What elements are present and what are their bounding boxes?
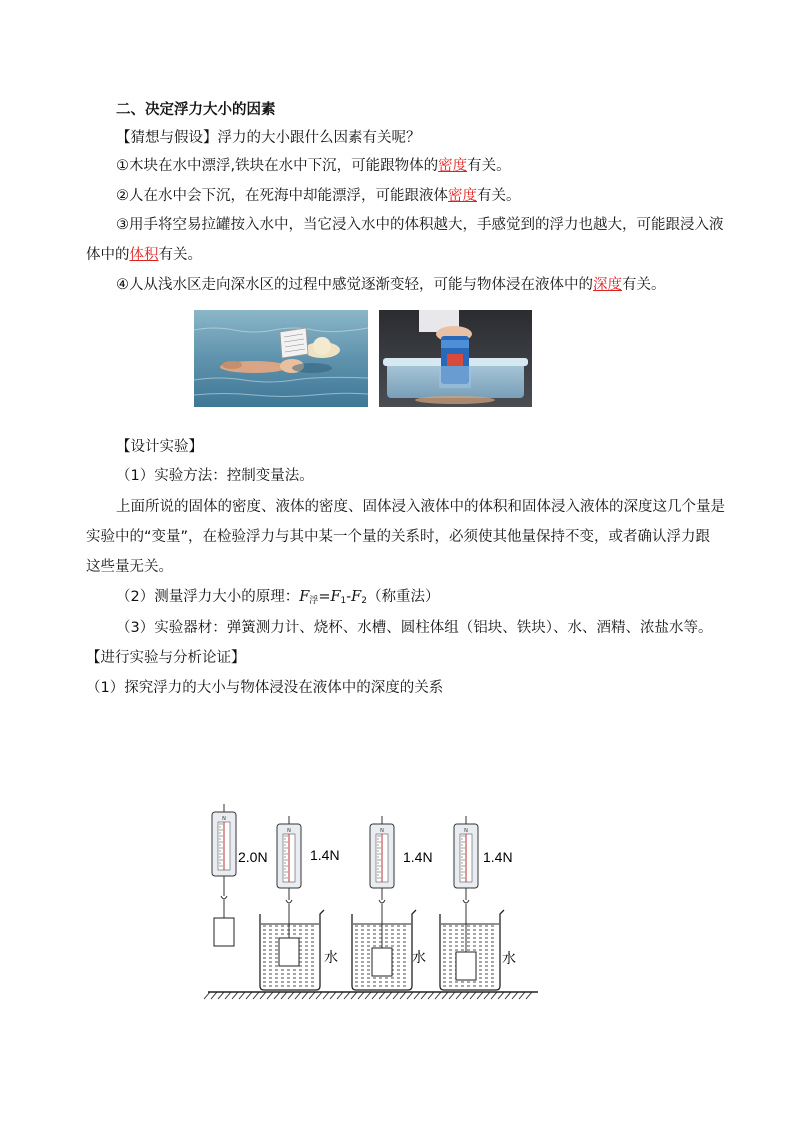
hypothesis-item-1 (116, 155, 511, 177)
formula-sub: 浮 (309, 596, 319, 606)
formula-minus: -F (346, 589, 362, 605)
design-paragraph-line-1: 上面所说的固体的密度、液体的密度、固体浸入液体中的体积和固体浸入液体的深度这几个量是 (116, 499, 725, 515)
scale-letter: N (464, 828, 468, 834)
hypothesis-item-2 (116, 185, 521, 207)
hypothesis-item-3 (116, 214, 724, 236)
item-text: 体中的 (86, 247, 130, 263)
item-text: ②人在水中会下沉，在死海中却能漂浮，可能跟液体 (116, 188, 448, 204)
formula-f: F (299, 589, 310, 605)
item-text: ①木块在水中漂浮,铁块在水中下沉，可能跟物体的 (116, 158, 439, 174)
reading-1: 2.0N (238, 849, 268, 865)
experiment-diagram (200, 800, 545, 1000)
formula-sub: 1 (340, 596, 347, 606)
item-keyword: 体积 (129, 247, 159, 263)
formula-eq: =F (318, 589, 341, 605)
can-in-water-illustration (379, 310, 532, 407)
scale-letter: N (222, 816, 226, 822)
item-keyword: 密度 (448, 188, 477, 204)
item-keyword: 深度 (593, 277, 622, 293)
formula-sub: 2 (361, 596, 367, 606)
principle-text: （称重法） (366, 589, 440, 605)
water-label-3: 水 (502, 951, 516, 967)
beaker-setup-4 (440, 816, 504, 990)
hypothesis-question: 浮力的大小跟什么因素有关呢？ (217, 130, 421, 146)
beaker-setup-2 (260, 816, 324, 990)
hypothesis-heading (116, 127, 421, 149)
can-in-water-photo (379, 310, 532, 407)
spring-scale-1 (212, 804, 236, 946)
design-paragraph-line-2: 实验中的“变量”，在检验浮力与其中某一个量的关系时，必须使其他量保持不变，或者确认浮力跟 (86, 529, 711, 545)
design-principle (116, 586, 439, 612)
item-text: 有关。 (158, 247, 202, 263)
reading-3: 1.4N (403, 849, 433, 865)
hypothesis-item-3-cont (86, 244, 202, 266)
hypothesis-label: 【猜想与假设】 (116, 130, 218, 146)
reading-2: 1.4N (310, 847, 340, 863)
design-method: （1）实验方法：控制变量法。 (116, 468, 314, 484)
item-keyword: 密度 (438, 158, 468, 174)
dead-sea-illustration (194, 310, 368, 407)
conduct-label: 【进行实验与分析论证】 (86, 650, 246, 666)
spring-scale-figure (200, 800, 545, 1000)
conduct-step-1: （1）探究浮力的大小与物体浸没在液体中的深度的关系 (86, 680, 444, 696)
scale-letter: N (380, 828, 384, 834)
item-text: 有关。 (477, 188, 521, 204)
principle-text: （2）测量浮力大小的原理： (116, 589, 300, 605)
item-text: 有关。 (622, 277, 666, 293)
section-title: 二、决定浮力大小的因素 (116, 102, 276, 118)
water-label-2: 水 (412, 950, 426, 966)
design-equipment: （3）实验器材：弹簧测力计、烧杯、水槽、圆柱体组（铝块、铁块）、水、酒精、浓盐水等。 (116, 620, 713, 636)
hypothesis-item-4 (116, 274, 666, 296)
dead-sea-photo (194, 310, 368, 407)
reading-4: 1.4N (483, 849, 513, 865)
design-label: 【设计实验】 (116, 439, 203, 455)
item-text: ④人从浅水区走向深水区的过程中感觉逐渐变轻，可能与物体浸在液体中的 (116, 277, 593, 293)
scale-letter: N (287, 828, 291, 834)
item-text: ③用手将空易拉罐按入水中，当它浸入水中的体积越大，手感觉到的浮力也越大，可能跟浸入液 (116, 217, 724, 233)
design-paragraph-line-3: 这些量无关。 (86, 559, 173, 575)
item-text: 有关。 (467, 158, 511, 174)
water-label-1: 水 (324, 950, 338, 966)
beaker-setup-3 (352, 816, 416, 990)
